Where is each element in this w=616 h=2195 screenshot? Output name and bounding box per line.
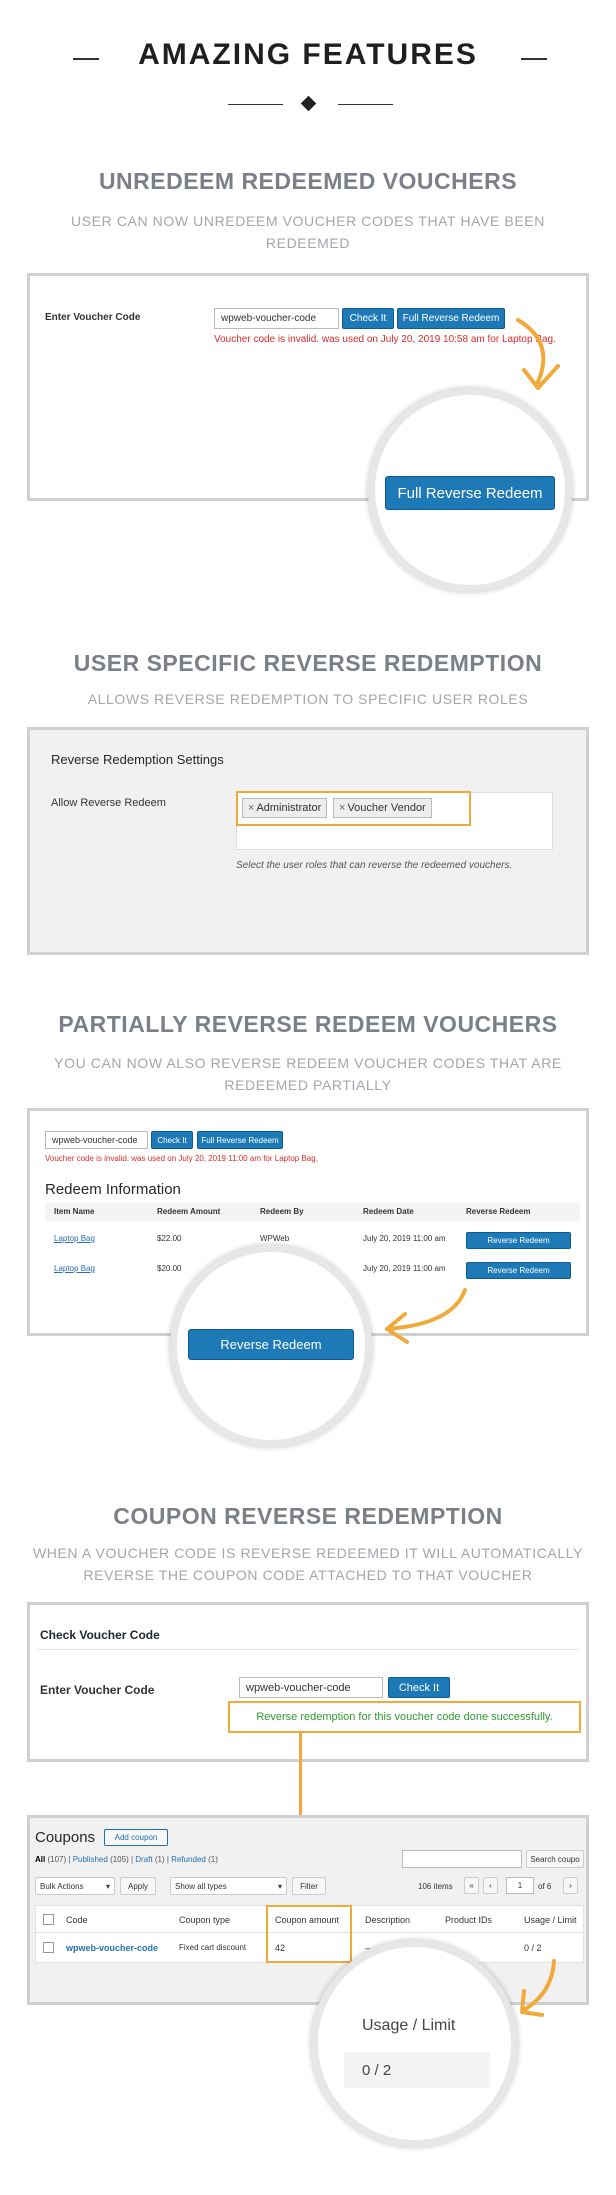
s3-full-reverse-button[interactable]: Full Reverse Redeem	[197, 1131, 283, 1149]
s2-settings-heading: Reverse Redemption Settings	[51, 752, 224, 767]
s3-subtitle: YOU CAN NOW ALSO REVERSE REDEEM VOUCHER CODES THAT ARE REDEEMED PARTIALLY	[54, 1055, 562, 1093]
s2-tag-vendor[interactable]	[333, 798, 432, 818]
s4-search-button[interactable]: Search coupo	[526, 1850, 584, 1868]
s4-coupons-title: Coupons	[35, 1829, 96, 1846]
s4-filter-refunded[interactable]: Refunded	[171, 1855, 206, 1864]
s3-row2-reverse-button[interactable]: Reverse Redeem	[466, 1262, 571, 1279]
s3-error-message: Voucher code is invalid. was used on July 20, 2019 11:00 am for Laptop Bag.	[45, 1154, 318, 1163]
s3-row1-by: WPWeb	[260, 1234, 290, 1243]
s3-col-amount: Redeem Amount	[157, 1207, 221, 1216]
s3-arrow-icon	[375, 1284, 475, 1354]
s4-add-coupon-button[interactable]: Add coupon	[104, 1829, 168, 1846]
chevron-down-icon: ▾	[105, 1881, 110, 1891]
s3-title: PARTIALLY REVERSE REDEEM VOUCHERS	[58, 1011, 558, 1037]
s1-full-reverse-button[interactable]: Full Reverse Redeem	[397, 308, 505, 329]
s4-col-type: Coupon type	[179, 1915, 231, 1925]
s4-col-description: Description	[365, 1915, 411, 1925]
s4-type-label: Show all types	[175, 1881, 227, 1891]
s4-bulk-label: Bulk Actions	[40, 1881, 84, 1891]
s4-status-filters: All (107) | Published (105) | Draft (1) | Refunded (1)	[35, 1855, 218, 1864]
s4-filter-all-count: (107)	[47, 1855, 67, 1864]
s1-subtitle: USER CAN NOW UNREDEEM VOUCHER CODES THAT HAVE BEEN REDEEMED	[71, 213, 545, 251]
s2-help-text: Select the user roles that can reverse the redeemed vouchers.	[236, 860, 513, 871]
s2-tag-vendor-label: Voucher Vendor	[347, 802, 426, 814]
s4-header-checkbox[interactable]	[43, 1914, 54, 1925]
s3-col-item: Item Name	[54, 1207, 95, 1216]
s4-title: COUPON REVERSE REDEMPTION	[113, 1503, 503, 1529]
title-dash-right	[521, 58, 547, 60]
diamond-icon	[301, 96, 317, 112]
s4-next-page-button[interactable]: ›	[563, 1877, 578, 1894]
s4-page-input[interactable]: 1	[506, 1877, 534, 1894]
s4-filter-published[interactable]: Published	[72, 1855, 108, 1864]
s4-success-box	[228, 1701, 581, 1733]
s3-check-button[interactable]: Check It	[151, 1131, 193, 1149]
s2-allow-label: Allow Reverse Redeem	[51, 797, 166, 809]
s2-tag-administrator-label: Administrator	[256, 802, 322, 814]
divider-right	[338, 104, 393, 105]
s4-col-code: Code	[66, 1915, 88, 1925]
s4-prev-page-button[interactable]: ‹	[483, 1877, 498, 1894]
s4-row-amount: 42	[275, 1943, 286, 1953]
s3-row1-date: July 20, 2019 11:00 am	[363, 1234, 446, 1243]
s1-check-button[interactable]: Check It	[342, 308, 394, 329]
s3-row2-amount: $20.00	[157, 1264, 182, 1273]
s4-amount-highlight	[266, 1905, 352, 1963]
s3-row2-date: July 20, 2019 11:00 am	[363, 1264, 446, 1273]
s3-redeem-heading: Redeem Information	[45, 1181, 181, 1198]
s4-filter-refunded-count: (1)	[208, 1855, 218, 1864]
s2-title: USER SPECIFIC REVERSE REDEMPTION	[73, 650, 543, 676]
s4-page-of: of 6	[538, 1882, 552, 1891]
s4-row-type: Fixed cart discount	[179, 1943, 247, 1952]
divider-left	[228, 104, 283, 105]
s4-zoom-circle	[311, 1940, 518, 2147]
s4-filter-draft-count: (1)	[154, 1855, 165, 1864]
s3-row2-item[interactable]: Laptop Bag	[54, 1264, 95, 1273]
s4-items-count: 106 items	[418, 1882, 453, 1891]
s3-col-reverse: Reverse Redeem	[466, 1207, 531, 1216]
s4-filter-draft[interactable]: Draft	[135, 1855, 153, 1864]
s3-col-date: Redeem Date	[363, 1207, 414, 1216]
s2-remove-icon[interactable]: ×	[339, 802, 346, 814]
s4-check-button[interactable]: Check It	[388, 1677, 450, 1698]
s4-row-code[interactable]: wpweb-voucher-code	[66, 1943, 159, 1953]
s4-row-checkbox[interactable]	[43, 1942, 54, 1953]
s4-filter-published-count: (105)	[110, 1855, 129, 1864]
s3-row1-reverse-button[interactable]: Reverse Redeem	[466, 1232, 571, 1249]
s1-title: UNREDEEM REDEEMED VOUCHERS	[98, 168, 518, 194]
s2-subtitle: ALLOWS REVERSE REDEMPTION TO SPECIFIC USER ROLES	[87, 691, 529, 707]
chevron-down-icon: ▾	[277, 1881, 282, 1891]
s4-zoom-usage-value: 0 / 2	[362, 2062, 392, 2079]
s4-col-product-ids: Product IDs	[445, 1915, 493, 1925]
s1-zoom-full-reverse-button[interactable]: Full Reverse Redeem	[385, 476, 555, 510]
s4-bulk-select[interactable]	[35, 1877, 115, 1895]
s4-voucher-input[interactable]: wpweb-voucher-code	[239, 1677, 383, 1698]
s4-row-usage: 0 / 2	[524, 1943, 542, 1953]
s3-row1-amount: $22.00	[157, 1234, 182, 1243]
s4-col-amount: Coupon amount	[275, 1915, 340, 1925]
s4-type-select[interactable]	[170, 1877, 287, 1895]
s4-search-input[interactable]	[402, 1850, 522, 1868]
s1-voucher-input[interactable]: wpweb-voucher-code	[214, 308, 339, 329]
s4-arrow-icon	[514, 1955, 564, 2025]
s4-filter-button[interactable]: Filter	[292, 1877, 326, 1895]
s4-subtitle: WHEN A VOUCHER CODE IS REVERSE REDEEMED IT WILL AUTOMATICALLY REVERSE THE COUPON CODE ATTACHED TO THAT VOUCHER	[32, 1545, 584, 1583]
s1-error-message: Voucher code is invalid. was used on July 20, 2019 10:58 am for Laptop Bag.	[214, 334, 556, 345]
s2-tag-administrator[interactable]	[242, 798, 327, 818]
s4-check-title: Check Voucher Code	[40, 1628, 160, 1642]
s2-remove-icon[interactable]: ×	[248, 802, 255, 814]
s4-success-message: Reverse redemption for this voucher code done successfully.	[256, 1711, 553, 1723]
page-title: AMAZING FEATURES	[138, 38, 478, 71]
s3-zoom-reverse-button[interactable]: Reverse Redeem	[188, 1329, 354, 1360]
s3-voucher-input[interactable]: wpweb-voucher-code	[45, 1131, 148, 1149]
s4-first-page-button[interactable]: «	[464, 1877, 479, 1894]
s4-apply-button[interactable]: Apply	[120, 1877, 156, 1895]
s4-filter-all[interactable]: All	[35, 1855, 46, 1864]
s1-arrow-icon	[510, 312, 580, 402]
s3-row1-item[interactable]: Laptop Bag	[54, 1234, 95, 1243]
s4-col-usage: Usage / Limit	[524, 1915, 577, 1925]
s4-zoom-usage-label: Usage / Limit	[362, 2017, 456, 2034]
s3-col-by: Redeem By	[260, 1207, 304, 1216]
s4-check-rule	[37, 1649, 579, 1650]
s4-voucher-label: Enter Voucher Code	[40, 1683, 155, 1697]
s4-row-description: –	[365, 1943, 371, 1953]
s1-voucher-label: Enter Voucher Code	[45, 312, 141, 323]
